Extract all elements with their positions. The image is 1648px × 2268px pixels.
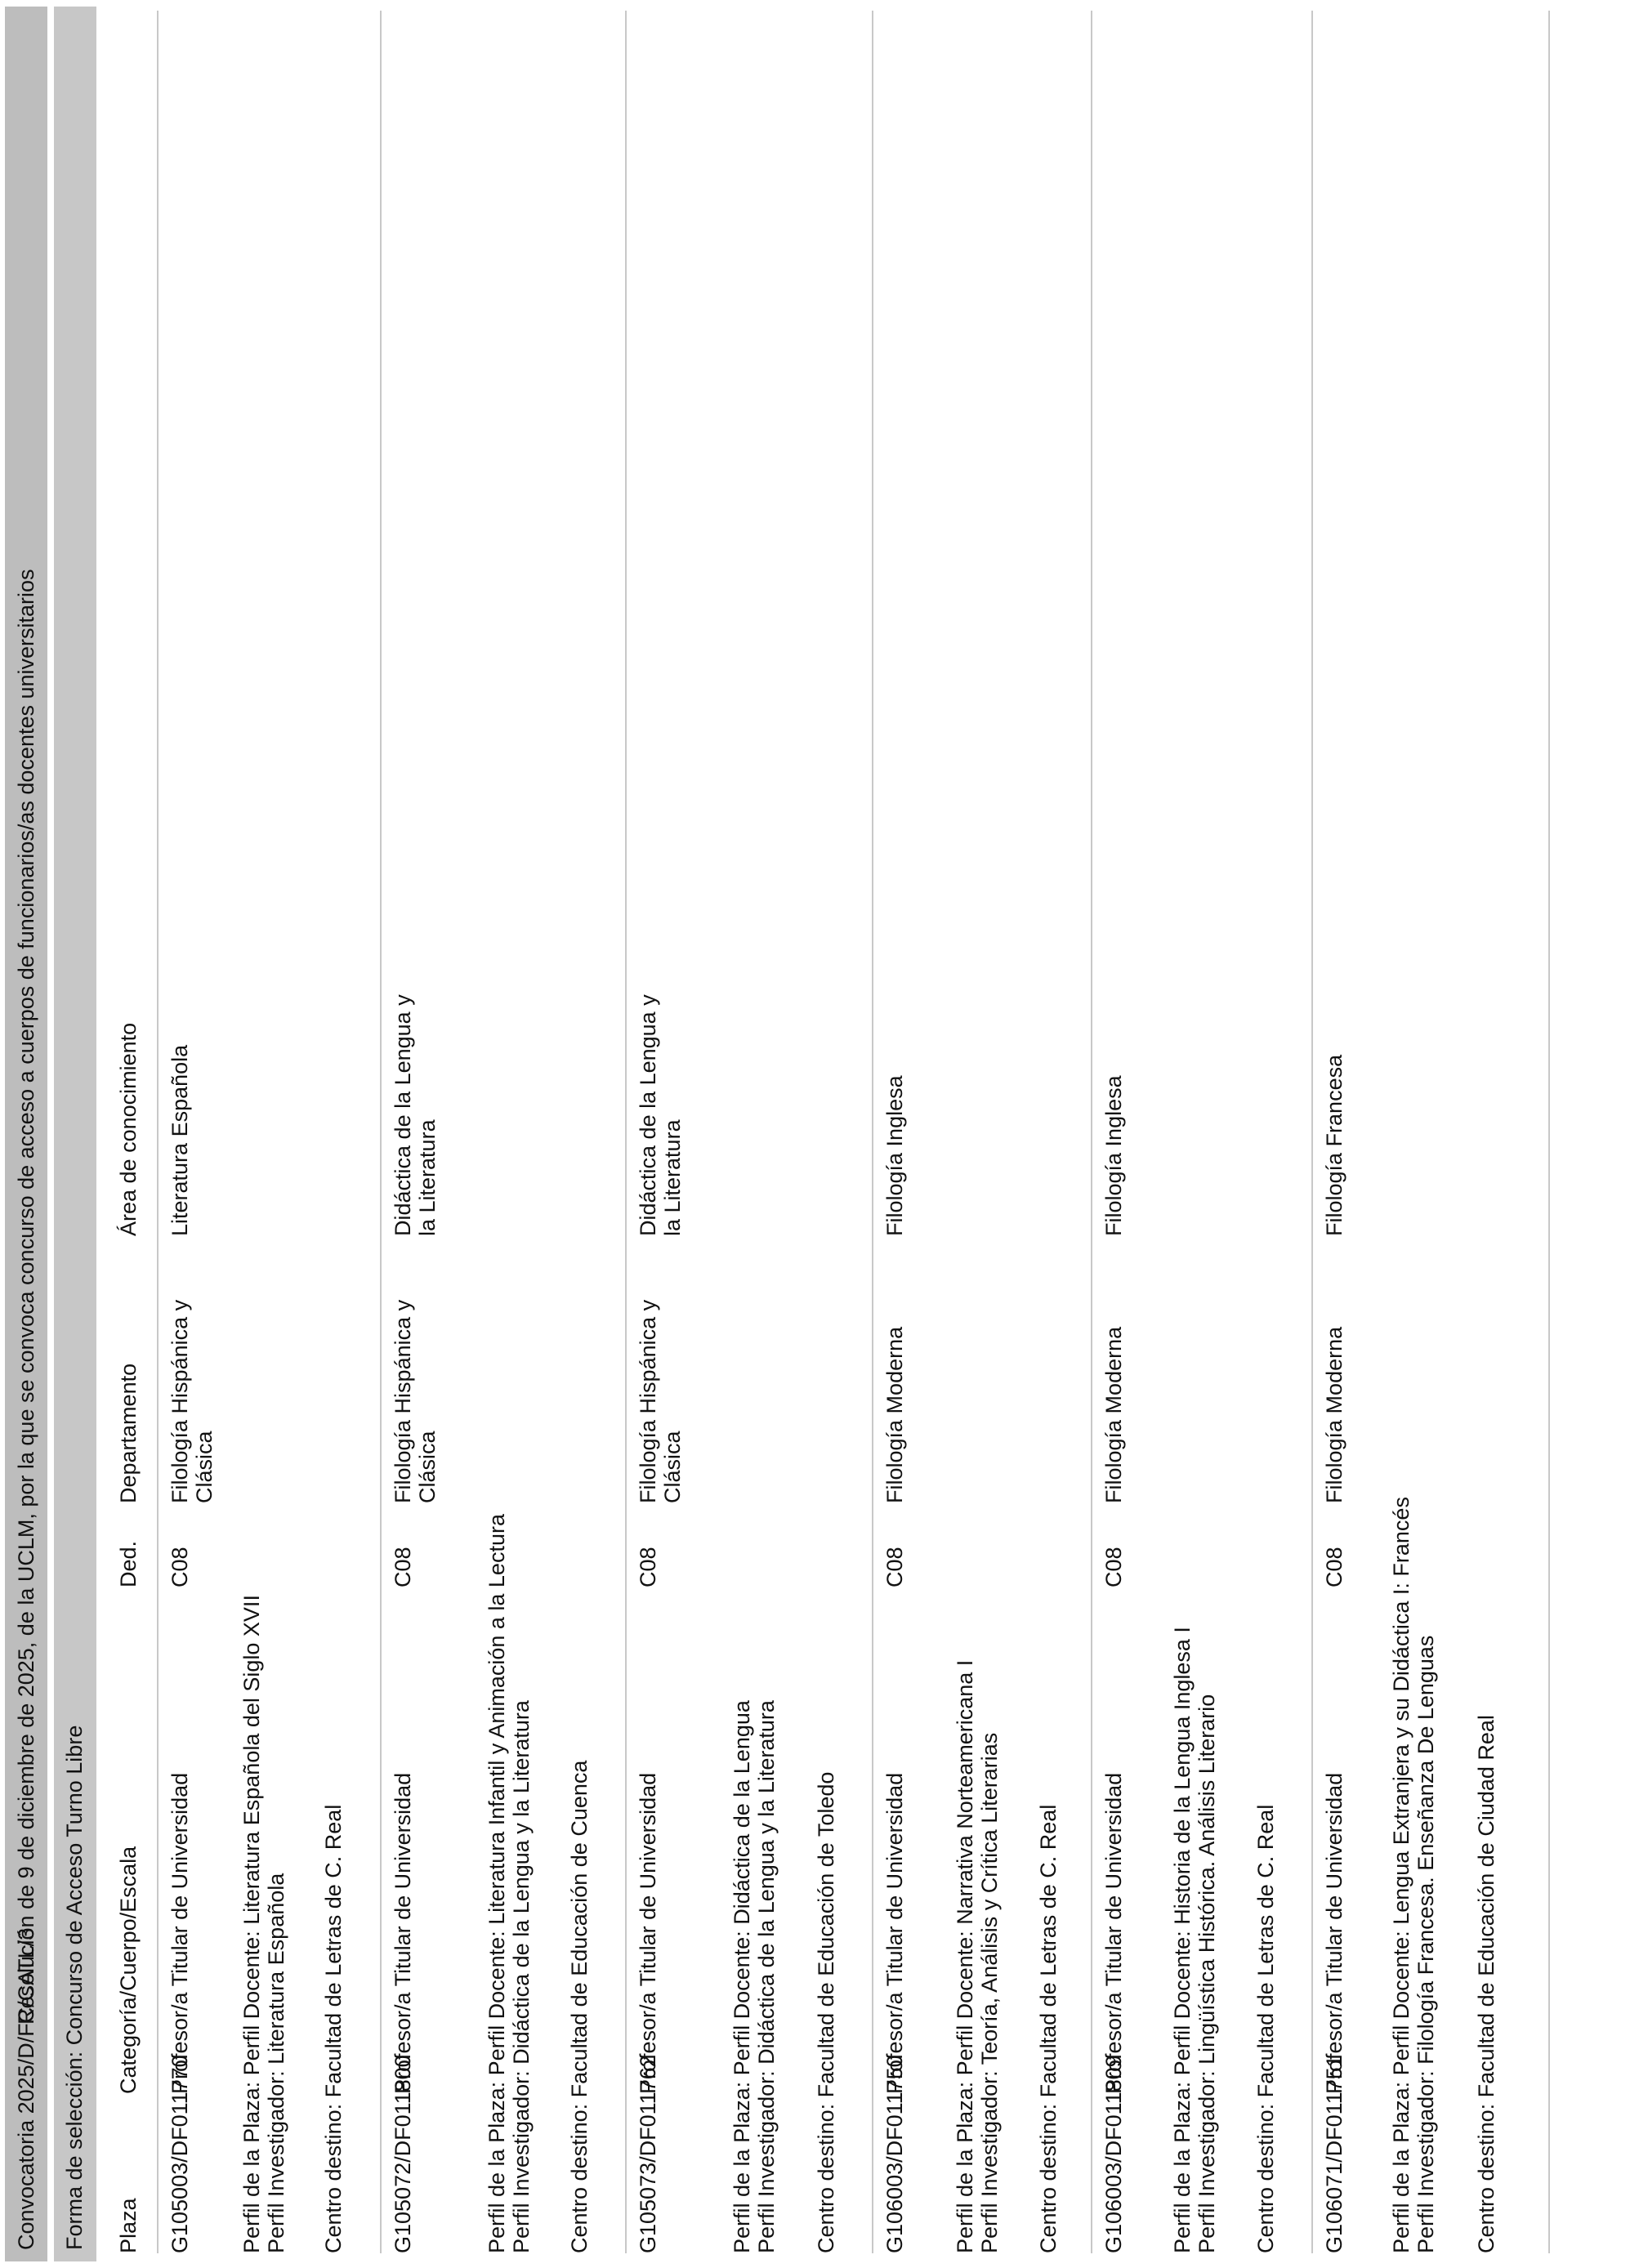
resolucion-title: Resolución de 9 de diciembre de 2025, de la UCLM, por la que se convoca concurso de acceso a cuerpos de funcionarios/as docentes universitarios xyxy=(13,569,38,2025)
plaza-code: G105073/DF011762 xyxy=(636,2055,660,2253)
plaza-ded: C08 xyxy=(882,1547,907,1587)
plaza-ded: C08 xyxy=(391,1547,415,1587)
row-separator xyxy=(872,11,873,2253)
plaza-area: Didáctica de la Lengua y la Literatura xyxy=(636,994,685,1236)
perfil-docente: Perfil de la Plaza: Perfil Docente: Narrativa Norteamericana I xyxy=(953,1659,977,2253)
plaza-code: G105072/DF011800 xyxy=(391,2055,415,2253)
perfil-investigador: Perfil Investigador: Literatura Española xyxy=(264,1873,288,2253)
plaza-categoria: Profesor/a Titular de Universidad xyxy=(167,1772,192,2094)
centro-destino: Centro destino: Facultad de Educación de Cuenca xyxy=(567,1760,592,2253)
plaza-ded: C08 xyxy=(167,1547,192,1587)
header-plaza: Plaza xyxy=(116,2198,141,2253)
plaza-ded: C08 xyxy=(636,1547,660,1587)
perfil-docente: Perfil de la Plaza: Perfil Docente: Historia de la Lengua Inglesa I xyxy=(1170,1627,1195,2253)
perfil-investigador: Perfil Investigador: Didáctica de la Lengua y la Literatura xyxy=(754,1700,779,2253)
plaza-departamento: Filología Hispánica y Clásica xyxy=(167,1299,217,1503)
plaza-code: G105003/DF011770 xyxy=(167,2055,192,2253)
plaza-code: G106003/DF011750 xyxy=(882,2055,907,2253)
plaza-departamento: Filología Moderna xyxy=(1101,1326,1126,1503)
perfil-investigador: Perfil Investigador: Filología Francesa. Enseñanza De Lenguas xyxy=(1414,1635,1438,2253)
plaza-departamento: Filología Hispánica y Clásica xyxy=(391,1299,440,1503)
plaza-area: Filología Inglesa xyxy=(882,1075,907,1236)
perfil-investigador: Perfil Investigador: Lingüística Histórica. Análisis Literario xyxy=(1195,1694,1219,2253)
plaza-area: Filología Inglesa xyxy=(1101,1075,1126,1236)
header-area: Área de conocimiento xyxy=(116,1022,141,1236)
plaza-area: Filología Francesa xyxy=(1322,1054,1347,1236)
header-categoria: Categoría/Cuerpo/Escala xyxy=(116,1846,141,2094)
seleccion-bar xyxy=(54,7,96,2261)
plaza-departamento: Filología Moderna xyxy=(882,1326,907,1503)
row-separator xyxy=(380,11,382,2253)
column-headers xyxy=(100,7,155,2253)
header-departamento: Departamento xyxy=(116,1363,141,1503)
convocatoria-code: Convocatoria 2025/D/FC/CATL/3 xyxy=(13,1927,38,2250)
perfil-investigador: Perfil Investigador: Didáctica de la Lengua y la Literatura xyxy=(509,1700,534,2253)
header-bar xyxy=(5,7,47,2261)
plaza-area: Didáctica de la Lengua y la Literatura xyxy=(391,994,440,1236)
plaza-code: G106071/DF011751 xyxy=(1322,2055,1347,2253)
plaza-code: G106003/DF011809 xyxy=(1101,2055,1126,2253)
perfil-investigador: Perfil Investigador: Teoría, Análisis y Crítica Literarias xyxy=(977,1732,1002,2253)
perfil-docente: Perfil de la Plaza: Perfil Docente: Lengua Extranjera y su Didáctica I: Francés xyxy=(1389,1497,1414,2253)
plaza-ded: C08 xyxy=(1101,1547,1126,1587)
plaza-departamento: Filología Moderna xyxy=(1322,1326,1347,1503)
row-separator xyxy=(1091,11,1092,2253)
plaza-categoria: Profesor/a Titular de Universidad xyxy=(882,1772,907,2094)
header-ded: Ded. xyxy=(116,1540,141,1587)
row-separator xyxy=(157,11,159,2253)
seleccion-text: Forma de selección: Concurso de Acceso Turno Libre xyxy=(62,1725,87,2250)
row-separator xyxy=(1311,11,1313,2253)
plaza-area: Literatura Española xyxy=(167,1044,192,1236)
centro-destino: Centro destino: Facultad de Educación de Toledo xyxy=(814,1771,838,2253)
centro-destino: Centro destino: Facultad de Letras de C. Real xyxy=(321,1804,346,2253)
plaza-categoria: Profesor/a Titular de Universidad xyxy=(636,1772,660,2094)
centro-destino: Centro destino: Facultad de Educación de Ciudad Real xyxy=(1474,1715,1498,2253)
perfil-docente: Perfil de la Plaza: Perfil Docente: Didáctica de la Lengua xyxy=(730,1700,754,2253)
perfil-docente: Perfil de la Plaza: Perfil Docente: Literatura Española del Siglo XVII xyxy=(239,1595,264,2253)
centro-destino: Centro destino: Facultad de Letras de C. Real xyxy=(1036,1804,1061,2253)
centro-destino: Centro destino: Facultad de Letras de C. Real xyxy=(1253,1804,1278,2253)
plaza-departamento: Filología Hispánica y Clásica xyxy=(636,1299,685,1503)
plaza-categoria: Profesor/a Titular de Universidad xyxy=(1101,1772,1126,2094)
plaza-categoria: Profesor/a Titular de Universidad xyxy=(391,1772,415,2094)
plaza-ded: C08 xyxy=(1322,1547,1347,1587)
row-separator xyxy=(1548,11,1550,2253)
row-separator xyxy=(625,11,627,2253)
plaza-categoria: Profesor/a Titular de Universidad xyxy=(1322,1772,1347,2094)
perfil-docente: Perfil de la Plaza: Perfil Docente: Literatura Infantil y Animación a la Lectura xyxy=(485,1514,509,2253)
